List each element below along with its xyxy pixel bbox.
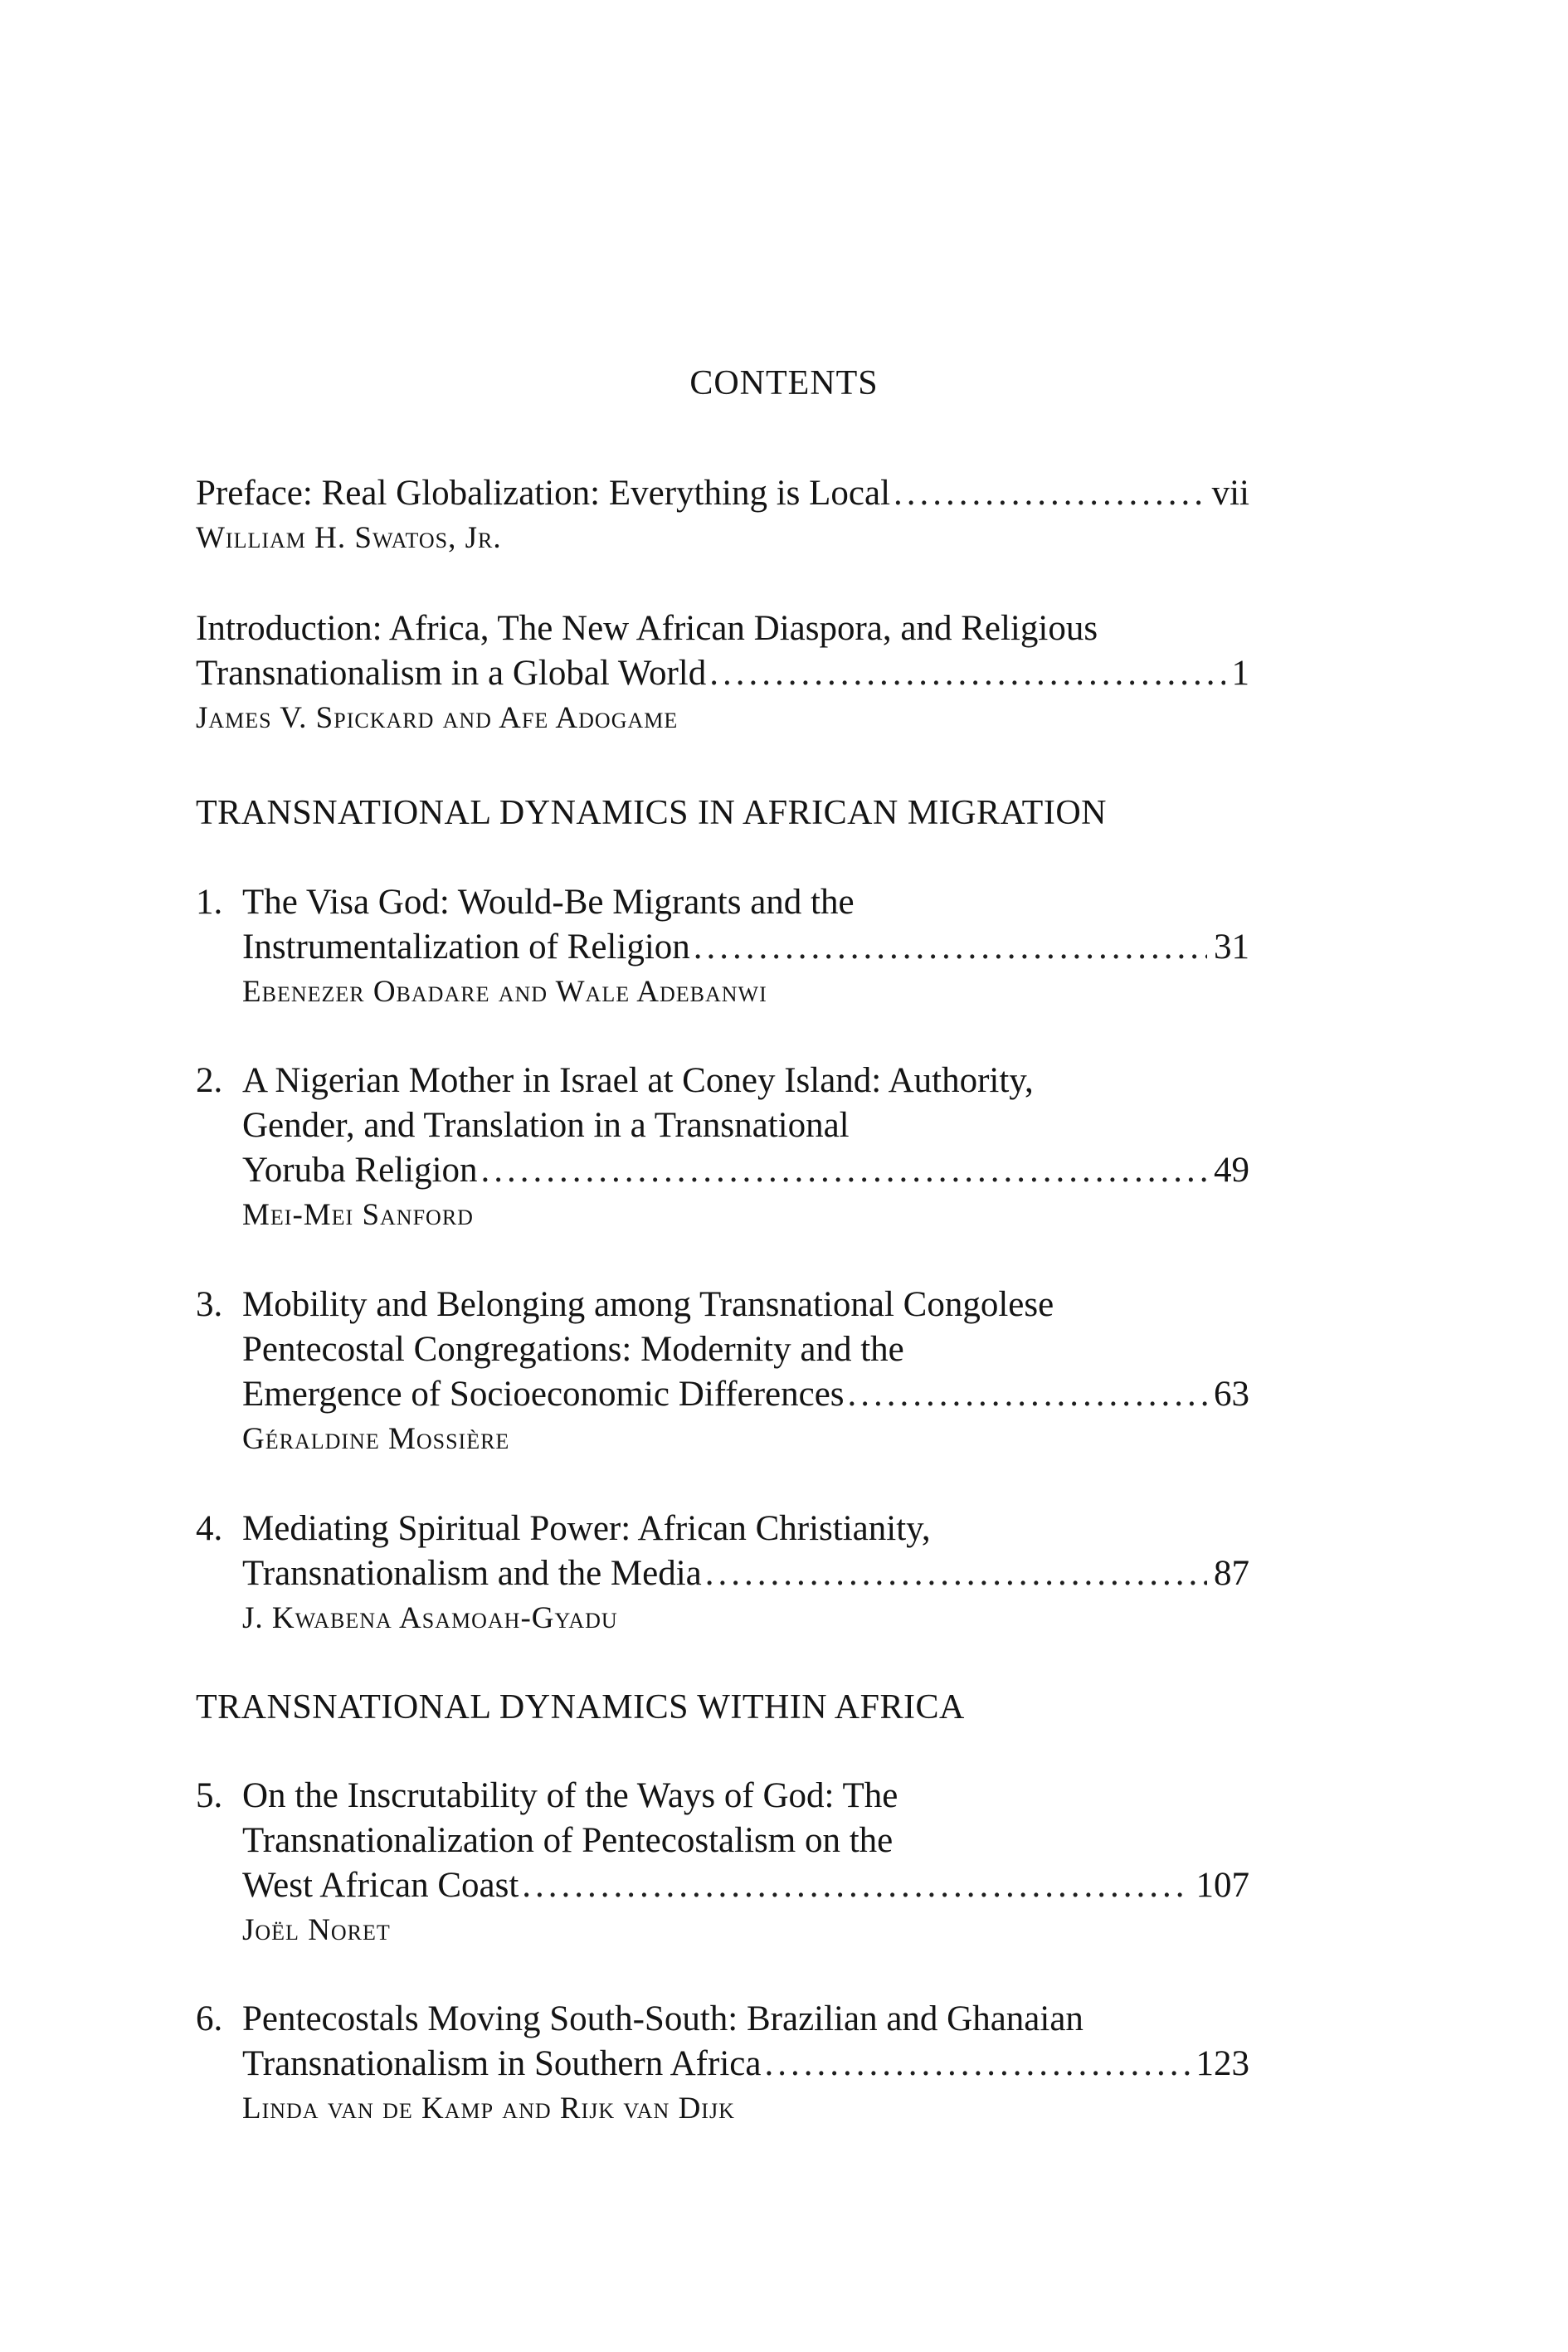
- toc-entry-title: On the Inscrutability of the Ways of God: The: [242, 1776, 898, 1815]
- toc-entry-title-cont: West African Coast: [242, 1866, 519, 1905]
- toc-entry-title: Preface: Real Globalization: Everything is Local: [196, 474, 891, 513]
- toc-line: [196, 471, 1249, 516]
- toc-entry-author: Ebenezer Obadare and Wale Adebanwi: [242, 975, 767, 1009]
- toc-entry-title: Introduction: Africa, The New African Diaspora, and Religious: [196, 609, 1098, 648]
- dot-leader: [705, 1551, 1207, 1596]
- toc-entry-title: Mediating Spiritual Power: African Christianity,: [242, 1509, 931, 1548]
- toc-entry-title-cont: Emergence of Socioeconomic Differences: [242, 1375, 845, 1414]
- toc-page-number: 49: [1214, 1151, 1249, 1190]
- toc-entry-title-cont: Transnationalism in a Global World: [196, 654, 707, 693]
- toc-entry-introduction[interactable]: [196, 606, 1249, 741]
- toc-page-number: 63: [1214, 1375, 1249, 1414]
- toc-entry-title-cont: Pentecostal Congregations: Modernity and the: [242, 1330, 904, 1369]
- toc-page-number: 107: [1195, 1866, 1249, 1905]
- dot-leader: [848, 1372, 1207, 1417]
- toc-entry-title-cont: Transnationalism in Southern Africa: [242, 2044, 762, 2083]
- toc-line: [242, 925, 1249, 970]
- toc-entry-title-cont: Transnationalism and the Media: [242, 1554, 702, 1593]
- chapter-number: 6.: [196, 1999, 223, 2038]
- toc-entry-author: Géraldine Mossière: [242, 1422, 510, 1456]
- dot-leader: [894, 471, 1205, 516]
- toc-entry-title-cont: Instrumentalization of Religion: [242, 928, 690, 967]
- toc-entry-title: Mobility and Belonging among Transnational Congolese: [242, 1285, 1054, 1324]
- toc-entry-author: J. Kwabena Asamoah-Gyadu: [242, 1601, 618, 1635]
- toc-entry-author: Joël Noret: [242, 1913, 391, 1947]
- toc-entry-title: A Nigerian Mother in Israel at Coney Island: Authority,: [242, 1061, 1034, 1100]
- toc-chapter-3[interactable]: [196, 1283, 1249, 1462]
- toc-page-number: vii: [1211, 474, 1249, 513]
- toc-chapter-2[interactable]: [196, 1059, 1249, 1238]
- toc-page-number: 31: [1214, 928, 1249, 967]
- dot-leader: [709, 651, 1225, 696]
- toc-page-number: 87: [1214, 1554, 1249, 1593]
- toc-entry-preface[interactable]: [196, 471, 1249, 561]
- dot-leader: [481, 1148, 1207, 1193]
- toc-chapter-1[interactable]: [196, 880, 1249, 1015]
- section-heading: TRANSNATIONAL DYNAMICS WITHIN AFRICA: [196, 1688, 965, 1726]
- toc-chapter-4[interactable]: [196, 1507, 1249, 1641]
- chapter-number: 3.: [196, 1285, 223, 1324]
- toc-entry-author: William H. Swatos, Jr.: [196, 521, 502, 555]
- dot-leader: [522, 1863, 1189, 1908]
- toc-line: [242, 1148, 1249, 1193]
- toc-entry-author: James V. Spickard and Afe Adogame: [196, 701, 679, 735]
- toc-line: [242, 2042, 1249, 2087]
- chapter-number: 1.: [196, 883, 223, 922]
- toc-page-number: 123: [1195, 2044, 1249, 2083]
- toc-line: [242, 1372, 1249, 1417]
- toc-entry-author: Mei-Mei Sanford: [242, 1198, 474, 1232]
- toc-line: [242, 1551, 1249, 1596]
- section-heading: TRANSNATIONAL DYNAMICS IN AFRICAN MIGRATION: [196, 794, 1107, 832]
- chapter-number: 4.: [196, 1509, 223, 1548]
- chapter-number: 5.: [196, 1776, 223, 1815]
- toc-page-number: 1: [1231, 654, 1249, 693]
- toc-entry-title-cont: Yoruba Religion: [242, 1151, 478, 1190]
- toc-entry-title: Pentecostals Moving South-South: Brazilian and Ghanaian: [242, 1999, 1083, 2038]
- toc-entry-title: The Visa God: Would-Be Migrants and the: [242, 883, 855, 922]
- toc-entry-author: Linda van de Kamp and Rijk van Dijk: [242, 2091, 735, 2126]
- toc-chapter-5[interactable]: [196, 1774, 1249, 1953]
- toc-entry-title-cont: Gender, and Translation in a Transnational: [242, 1106, 850, 1145]
- toc-entry-title-cont: Transnationalization of Pentecostalism on the: [242, 1821, 894, 1860]
- toc-line: [242, 1863, 1249, 1908]
- dot-leader: [764, 2042, 1189, 2087]
- toc-line: [196, 651, 1249, 696]
- dot-leader: [694, 925, 1207, 970]
- chapter-number: 2.: [196, 1061, 223, 1100]
- toc-chapter-6[interactable]: [196, 1997, 1249, 2131]
- page-title: CONTENTS: [689, 364, 879, 402]
